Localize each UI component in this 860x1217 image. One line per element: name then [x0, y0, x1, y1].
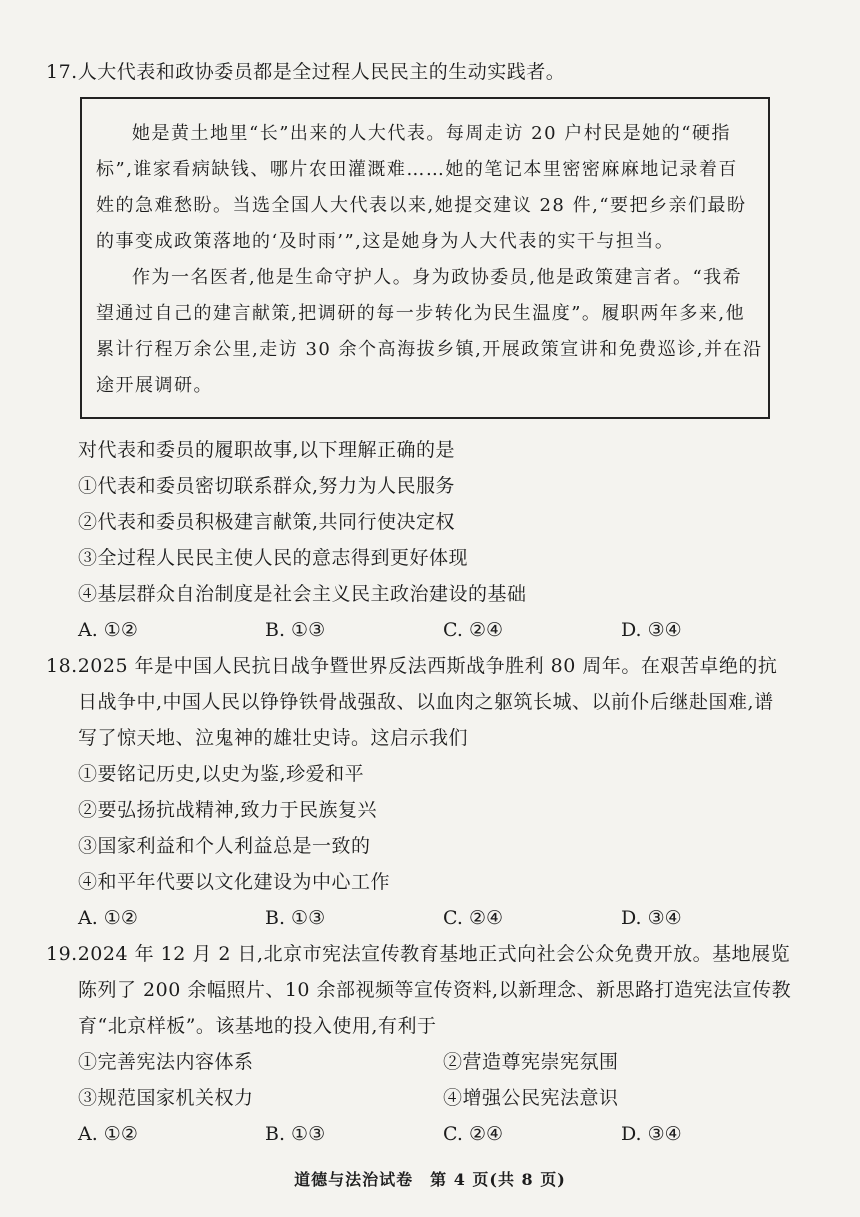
- q18-item-3: ③国家利益和个人利益总是一致的: [78, 835, 371, 857]
- q17-item-2: ②代表和委员积极建言献策,共同行使决定权: [78, 511, 456, 533]
- q19-stem-line: 陈列了 200 余幅照片、10 余部视频等宣传资料,以新理念、新思路打造宪法宣传教: [78, 979, 792, 1001]
- q19-item-1: ①完善宪法内容体系: [78, 1051, 254, 1073]
- page-footer: 道德与法治试卷 第 4 页(共 8 页): [294, 1170, 566, 1189]
- q18-item-4: ④和平年代要以文化建设为中心工作: [78, 871, 391, 893]
- q17-item-1: ①代表和委员密切联系群众,努力为人民服务: [78, 475, 456, 497]
- q17-choice-b[interactable]: B. ①③: [265, 619, 326, 641]
- q19-choice-d[interactable]: D. ③④: [621, 1123, 682, 1145]
- q17-material-line: 途开展调研。: [96, 375, 213, 396]
- q17-choice-d[interactable]: D. ③④: [621, 619, 682, 641]
- q18-item-1: ①要铭记历史,以史为鉴,珍爱和平: [78, 763, 365, 785]
- q19-stem-line: 19.2024 年 12 月 2 日,北京市宪法宣传教育基地正式向社会公众免费开放。基地展览: [46, 943, 791, 965]
- q17-choice-a[interactable]: A. ①②: [78, 619, 138, 641]
- q18-choice-c[interactable]: C. ②④: [443, 907, 504, 929]
- q17-material-line: 的事变成政策落地的‘及时雨’”,这是她身为人大代表的实干与担当。: [96, 231, 675, 252]
- q17-material-line: 累计行程万余公里,走访 30 余个高海拔乡镇,开展政策宣讲和免费巡诊,并在沿: [96, 339, 763, 360]
- q18-choice-b[interactable]: B. ①③: [265, 907, 326, 929]
- q19-choice-a[interactable]: A. ①②: [78, 1123, 138, 1145]
- q17-material-line: 望通过自己的建言献策,把调研的每一步转化为民生温度”。履职两年多来,他: [96, 303, 746, 324]
- q19-choice-c[interactable]: C. ②④: [443, 1123, 504, 1145]
- q19-choice-b[interactable]: B. ①③: [265, 1123, 326, 1145]
- q17-choice-c[interactable]: C. ②④: [443, 619, 504, 641]
- q17-material-line: 姓的急难愁盼。当选全国人大代表以来,她提交建议 28 件,“要把乡亲们最盼: [96, 195, 747, 216]
- q17-material-line: 作为一名医者,他是生命守护人。身为政协委员,他是政策建言者。“我希: [132, 267, 743, 288]
- q17-material-line: 她是黄土地里“长”出来的人大代表。每周走访 20 户村民是她的“硬指: [132, 123, 731, 144]
- q19-stem-line: 育“北京样板”。该基地的投入使用,有利于: [78, 1015, 437, 1037]
- q18-stem-line: 18.2025 年是中国人民抗日战争暨世界反法西斯战争胜利 80 周年。在艰苦卓绝的抗: [46, 655, 778, 677]
- q18-item-2: ②要弘扬抗战精神,致力于民族复兴: [78, 799, 378, 821]
- q18-stem-line: 日战争中,中国人民以铮铮铁骨战强敌、以血肉之躯筑长城、以前仆后继赴国难,谱: [78, 691, 774, 713]
- q17-question: 对代表和委员的履职故事,以下理解正确的是: [78, 439, 456, 461]
- q18-stem-line: 写了惊天地、泣鬼神的雄壮史诗。这启示我们: [78, 727, 469, 749]
- q19-item-3: ③规范国家机关权力: [78, 1087, 254, 1109]
- q17-stem: 17.人大代表和政协委员都是全过程人民民主的生动实践者。: [46, 61, 566, 83]
- q17-material-line: 标”,谁家看病缺钱、哪片农田灌溉难……她的笔记本里密密麻麻地记录着百: [96, 159, 738, 180]
- q18-choice-d[interactable]: D. ③④: [621, 907, 682, 929]
- q19-item-4: ④增强公民宪法意识: [443, 1087, 619, 1109]
- q18-choice-a[interactable]: A. ①②: [78, 907, 138, 929]
- q17-item-3: ③全过程人民民主使人民的意志得到更好体现: [78, 547, 469, 569]
- q19-item-2: ②营造尊宪崇宪氛围: [443, 1051, 619, 1073]
- q17-item-4: ④基层群众自治制度是社会主义民主政治建设的基础: [78, 583, 527, 605]
